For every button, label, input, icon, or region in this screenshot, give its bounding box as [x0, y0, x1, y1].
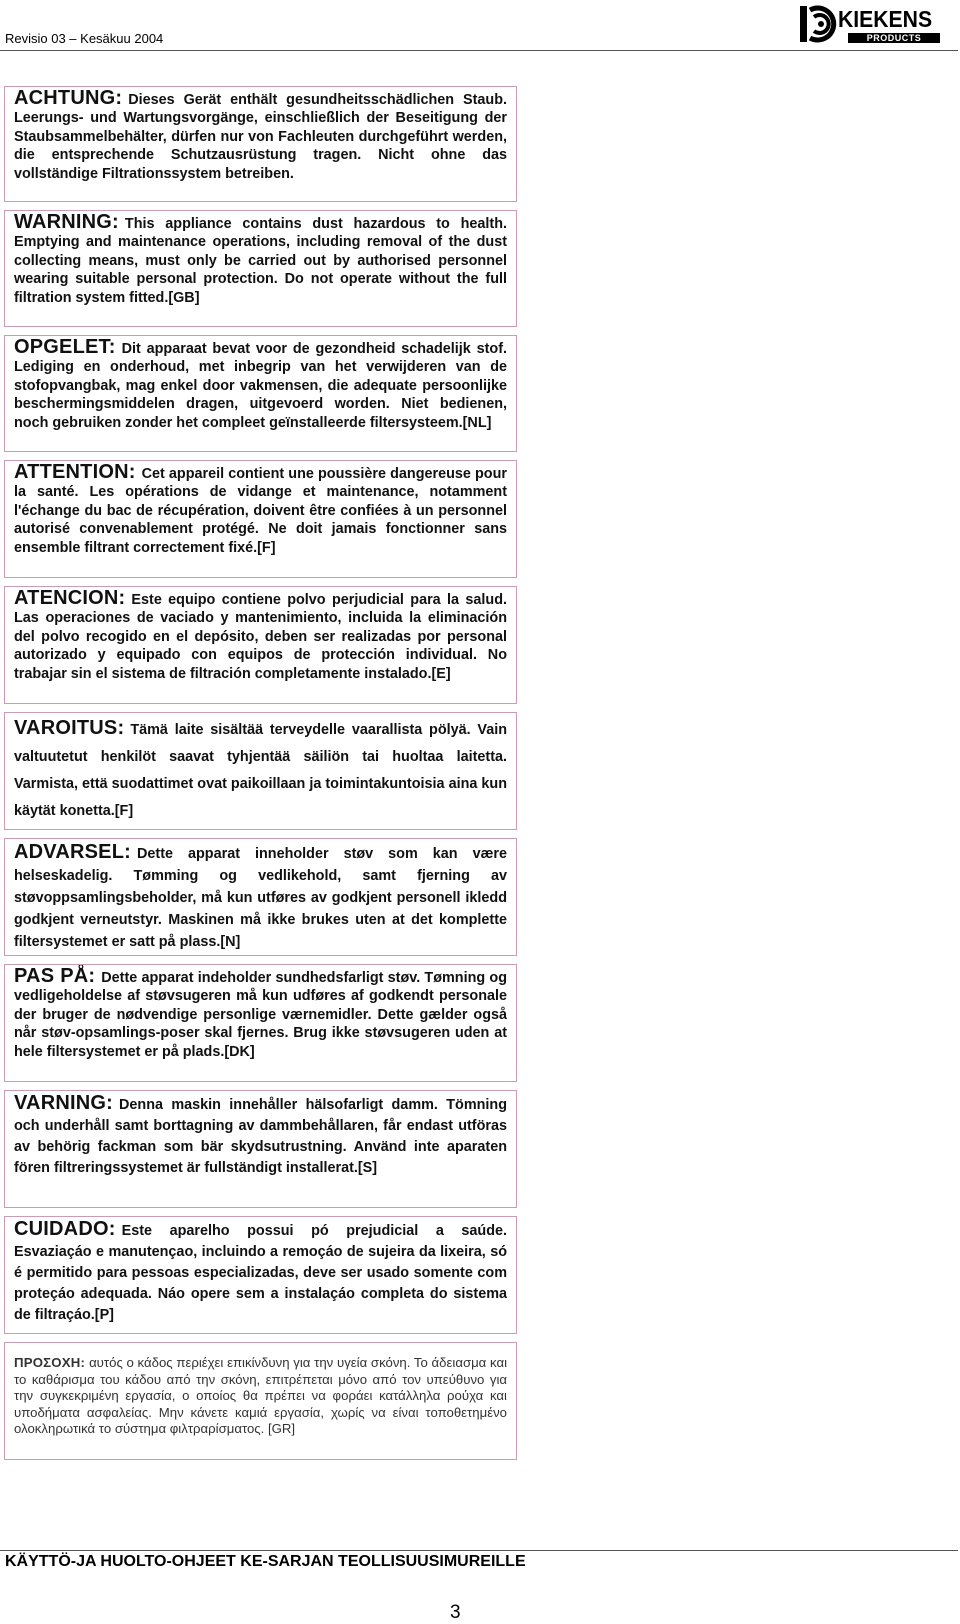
warning-box-s [4, 1090, 517, 1208]
warning-box-gr [4, 1342, 517, 1460]
warning-keyword: ΠΡΟΣΟΧΗ: [14, 1355, 86, 1370]
warning-text: Tämä laite sisältää terveydelle vaarallista pölyä. Vain valtuutetut henkilöt saavat tyhjentää säiliön tai huoltaa laitetta. Varmista, että suodattimet ovat paikoillaan ja toimintakuntoisia aina kun käytät konetta.[F] [14, 722, 507, 819]
warning-text: Dette apparat indeholder sundhedsfarligt støv. Tømning og vedligeholdelse af støvsugeren må kun udføres af godkendt personale der bruger de nødvendige personlige værnemidler. Dette gælder også når støv-opsamlings-poser skal fjernes. Brug ikke støvsugeren uden at hele filtersystemet er på plads.[DK] [14, 970, 507, 1060]
warning-box-f [4, 460, 517, 578]
warning-text: Dette apparat inneholder støv som kan være helseskadelig. Tømming og vedlikehold, samt fjerning av støvoppsamlingsbeholder, må kun utføres av godkjent personell ikledd godkjent verneutstyr. Maskinen må ikke brukes uten at det komplette filtersystemet er satt på plass.[N] [14, 846, 507, 950]
warning-text: Denna maskin innehåller hälsofarligt damm. Tömning och underhåll samt borttagning av dammbehållaren, får endast utföras av behörig fackman som bär skydsutrustning. Använd inte aparaten fören filtreringssystemet är fullständigt installerat.[S] [14, 1097, 507, 1176]
logo-subtitle: PRODUCTS [866, 33, 922, 43]
kiekens-logo-icon [798, 4, 838, 44]
warning-keyword: OPGELET: [14, 336, 116, 358]
warning-keyword: PAS PÅ: [14, 965, 96, 987]
warning-text: Cet appareil contient une poussière dangereuse pour la santé. Les opérations de vidange et maintenance, notamment l'échange du bac de récupération, doivent être confiées à un personnel autorisé convenablement protégé. Ne doit jamais fonctionner sans ensemble filtrant correctement fixé.[F] [14, 466, 507, 556]
warning-keyword: WARNING: [14, 211, 119, 233]
warning-box-gb [4, 210, 517, 327]
warning-keyword: ATENCION: [14, 587, 126, 609]
warning-keyword: ADVARSEL: [14, 841, 131, 863]
page-number: 3 [450, 1602, 461, 1623]
warning-box-de [4, 86, 517, 202]
warning-box-dk [4, 964, 517, 1082]
warning-text: Dit apparaat bevat voor de gezondheid schadelijk stof. Lediging en onderhoud, met inbegrip van het verwijderen van de stofopvangbak, mag enkel door vakmensen, die adequate persoonlijke beschermingsmiddelen dragen, uitgevoerd worden. Niet bedienen, noch gebruiken zonder het compleet geïnstalleerde filtersysteem.[NL] [14, 341, 507, 431]
warning-box-e [4, 586, 517, 704]
footer-divider [0, 1550, 958, 1551]
warning-keyword: CUIDADO: [14, 1218, 116, 1240]
warning-keyword: ACHTUNG: [14, 87, 123, 109]
warning-box-p [4, 1216, 517, 1334]
warning-keyword: VARNING: [14, 1092, 114, 1114]
header-divider [0, 50, 958, 51]
footer-title: KÄYTTÖ-JA HUOLTO-OHJEET KE-SARJAN TEOLLISUUSIMUREILLE [5, 1553, 526, 1570]
warning-text: Dieses Gerät enthält gesundheitsschädlichen Staub. Leerungs- und Wartungsvorgänge, einschließlich der Beseitigung der Staubsammelbehälter, dürfen nur von Fachleuten durchgeführt werden, die entsprechende Schutzausrüstung tragen. Nicht ohne das vollständige Filtrationssystem betreiben. [14, 92, 507, 182]
revision-date: Revisio 03 – Kesäkuu 2004 [5, 31, 164, 46]
warning-text: αυτός ο κάδος περιέχει επικίνδυνη για την υγεία σκόνη. Το άδειασμα και το καθάρισμα του κάδου από την σκόνη, επιτρέπεται μόνο από τον υπεύθυνο για την συγκεκριμένη εργασία, ο οποίος θα πρέπει να φοράει κατάλληλα ρούχα και υποδήματα ασφαλείας. Μην κάνετε καμιά εργασία, χωρίς να είναι τοποθετημένο ολοκληρωτικά το σύστημα φιλτραρίσματος. [GR] [14, 1355, 507, 1437]
warning-box-n [4, 838, 517, 956]
logo-wordmark: KIEKENS [838, 6, 933, 32]
warning-text: Este equipo contiene polvo perjudicial para la salud. Las operaciones de vaciado y mantenimiento, incluida la eliminación del polvo recogido en el depósito, deben ser realizadas por personal autorizado y equipado con equipos de protección individual. No trabajar sin el sistema de filtración completamente instalado.[E] [14, 592, 507, 682]
kiekens-logo [798, 4, 940, 44]
warning-keyword: VAROITUS: [14, 717, 125, 739]
warning-text: This appliance contains dust hazardous to health. Emptying and maintenance operations, including removal of the dust collecting means, must only be carried out by authorised personnel wearing suitable personal protection. Do not operate without the full filtration system fitted.[GB] [14, 216, 507, 306]
warning-box-fi [4, 712, 517, 830]
warning-box-nl [4, 335, 517, 452]
warning-keyword: ATTENTION: [14, 461, 136, 483]
warning-text: Este aparelho possui pó prejudicial a saúde. Esvaziaçáo e manutençao, incluindo a remoçáo de sujeira da lixeira, só é permitido para pessoas especializadas, deve ser usado somente com proteçáo adequada. Náo opere sem a instalaçáo completa do sistema de filtraçáo.[P] [14, 1223, 507, 1323]
